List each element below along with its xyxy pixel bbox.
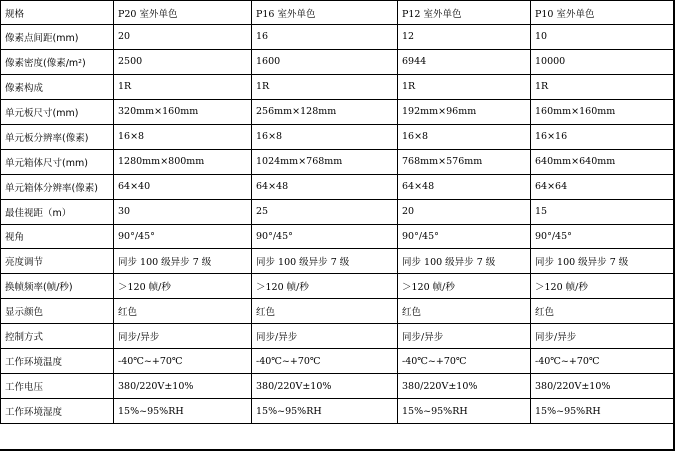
table-cell: 同步/异步 [398,324,531,349]
table-cell: 15%~95%RH [398,399,531,424]
table-cell: 10000 [531,49,674,74]
table-cell: 1R [252,74,398,99]
table-cell: ＞120 帧/秒 [531,274,674,299]
table-row [1,99,674,124]
table-cell: 15%~95%RH [114,399,252,424]
table-row [1,25,674,50]
row-label: 亮度调节 [1,249,114,274]
table-cell: 640mm×640mm [531,149,674,174]
table-cell: 64×48 [398,174,531,199]
table-cell: 1R [114,74,252,99]
table-cell: 同步/异步 [114,324,252,349]
table-cell: 380/220V±10% [252,374,398,399]
table-cell: 768mm×576mm [398,149,531,174]
table-cell: 380/220V±10% [114,374,252,399]
row-label: 单元箱体尺寸(mm) [1,149,114,174]
table-cell: 同步/异步 [252,324,398,349]
table-cell: 12 [398,25,531,50]
row-label: 单元箱体分辨率(像素) [1,174,114,199]
table-row [1,224,674,249]
table-cell: 16 [252,25,398,50]
table-cell: 64×64 [531,174,674,199]
row-label: 视角 [1,224,114,249]
table-cell: -40℃~+70℃ [114,349,252,374]
table-row [1,149,674,174]
table-row [1,399,674,424]
table-cell: 15%~95%RH [252,399,398,424]
table-cell: 64×40 [114,174,252,199]
table-cell: 1280mm×800mm [114,149,252,174]
row-label: 最佳视距（m） [1,199,114,224]
table-cell: 红色 [252,299,398,324]
table-cell: 90°/45° [252,224,398,249]
table-cell: ＞120 帧/秒 [252,274,398,299]
table-row [1,324,674,349]
table-cell: 同步 100 级异步 7 级 [114,249,252,274]
table-cell: ＞120 帧/秒 [398,274,531,299]
table-row [1,274,674,299]
table-cell: 同步 100 级异步 7 级 [398,249,531,274]
table-cell: 30 [114,199,252,224]
table-cell: 同步/异步 [531,324,674,349]
table-row [1,49,674,74]
table-row [1,124,674,149]
row-label: 单元板尺寸(mm) [1,99,114,124]
row-label: 换帧频率(帧/秒) [1,274,114,299]
row-label: 工作环境温度 [1,349,114,374]
table-cell: 64×48 [252,174,398,199]
table-cell: -40℃~+70℃ [398,349,531,374]
header-cell: P12 室外单色 [398,1,531,25]
table-cell: 380/220V±10% [398,374,531,399]
header-cell: P10 室外单色 [531,1,674,25]
header-cell: 规格 [1,1,114,25]
table-cell: 380/220V±10% [531,374,674,399]
header-cell: P16 室外单色 [252,1,398,25]
table-row [1,349,674,374]
table-cell: 1R [531,74,674,99]
table-cell: 16×8 [398,124,531,149]
table-cell: -40℃~+70℃ [252,349,398,374]
table-cell: 90°/45° [398,224,531,249]
table-cell: 256mm×128mm [252,99,398,124]
table-cell: 90°/45° [114,224,252,249]
table-row [1,74,674,99]
table-cell: 红色 [531,299,674,324]
row-label: 像素点间距(mm) [1,25,114,50]
table-row [1,374,674,399]
table-cell: 红色 [114,299,252,324]
table-cell: 20 [114,25,252,50]
row-label: 像素构成 [1,74,114,99]
row-label: 工作电压 [1,374,114,399]
row-label: 显示颜色 [1,299,114,324]
table-cell: 2500 [114,49,252,74]
table-cell: 25 [252,199,398,224]
table-cell: 同步 100 级异步 7 级 [531,249,674,274]
table-row [1,249,674,274]
table-cell: 160mm×160mm [531,99,674,124]
header-cell: P20 室外单色 [114,1,252,25]
table-cell: -40℃~+70℃ [531,349,674,374]
table-cell: 15 [531,199,674,224]
table-header-row [1,1,674,25]
table-cell: 16×16 [531,124,674,149]
row-label: 工作环境湿度 [1,399,114,424]
row-label: 单元板分辨率(像素) [1,124,114,149]
row-label: 控制方式 [1,324,114,349]
table-cell: 10 [531,25,674,50]
table-cell: 同步 100 级异步 7 级 [252,249,398,274]
row-label: 像素密度(像素/m²) [1,49,114,74]
table-row [1,174,674,199]
table-cell: 15%~95%RH [531,399,674,424]
table-cell: 1R [398,74,531,99]
table-cell: 90°/45° [531,224,674,249]
table-cell: 1024mm×768mm [252,149,398,174]
table-row [1,199,674,224]
table-cell: 16×8 [114,124,252,149]
table-row [1,299,674,324]
table-cell: 1600 [252,49,398,74]
table-cell: 红色 [398,299,531,324]
table-cell: 192mm×96mm [398,99,531,124]
table-cell: 6944 [398,49,531,74]
table-cell: 20 [398,199,531,224]
table-cell: 320mm×160mm [114,99,252,124]
table-cell: 16×8 [252,124,398,149]
table-cell: ＞120 帧/秒 [114,274,252,299]
